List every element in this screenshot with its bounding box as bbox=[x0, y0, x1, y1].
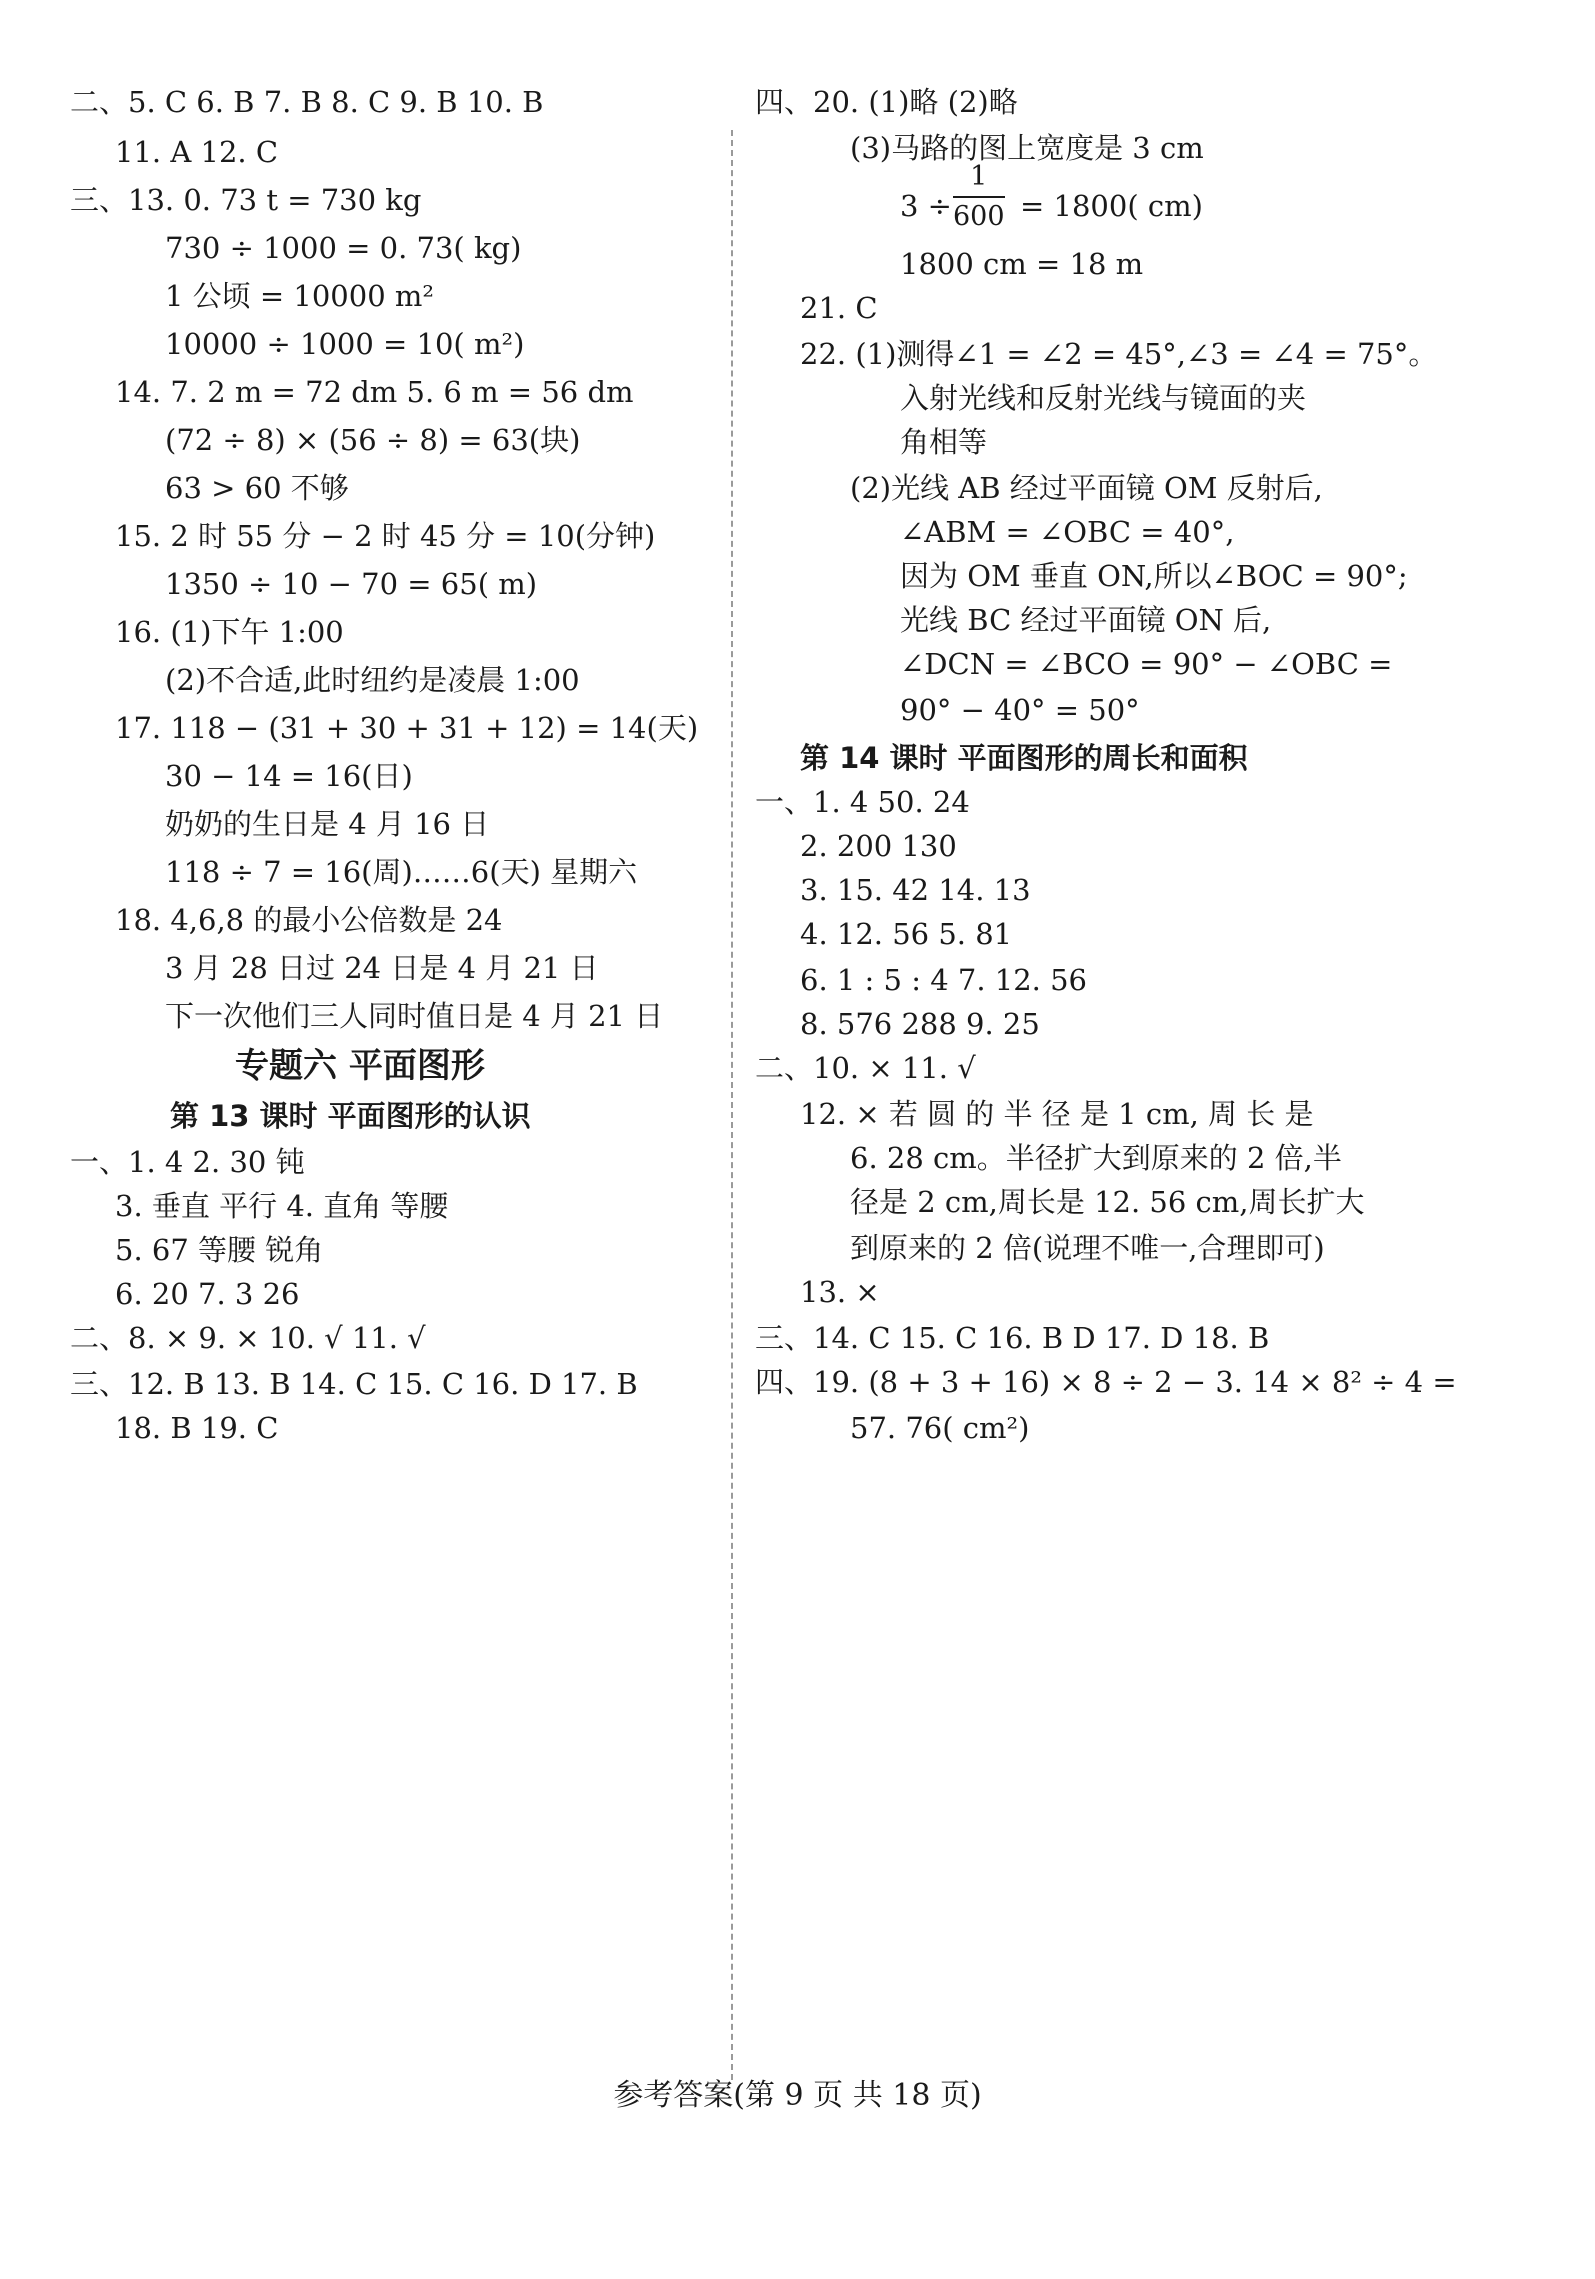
answer-line: 下一次他们三人同时值日是 4 月 21 日 bbox=[165, 999, 664, 1033]
answer-line: 三、14. C 15. C 16. B D 17. D 18. B bbox=[755, 1321, 1270, 1355]
answer-line: 因为 OM 垂直 ON,所以∠BOC = 90°; bbox=[900, 559, 1408, 593]
fraction-denominator: 600 bbox=[953, 201, 1005, 232]
answer-line: 一、1. 4 50. 24 bbox=[755, 785, 970, 819]
answer-line: 18. B 19. C bbox=[115, 1411, 279, 1445]
answer-line: 2. 200 130 bbox=[800, 829, 957, 863]
answer-line: (2)不合适,此时纽约是凌晨 1:00 bbox=[165, 663, 580, 697]
answer-line: 11. A 12. C bbox=[115, 135, 279, 169]
answer-line: 二、5. C 6. B 7. B 8. C 9. B 10. B bbox=[70, 85, 544, 119]
answer-line: 3. 15. 42 14. 13 bbox=[800, 873, 1031, 907]
answer-line: (3)马路的图上宽度是 3 cm bbox=[850, 131, 1204, 165]
fraction bbox=[953, 160, 1005, 234]
answer-line: (72 ÷ 8) × (56 ÷ 8) = 63(块) bbox=[165, 423, 581, 457]
answer-line: 三、13. 0. 73 t = 730 kg bbox=[70, 183, 422, 217]
fraction-numerator: 1 bbox=[970, 161, 988, 192]
column-divider bbox=[731, 130, 733, 2080]
answer-line: 3. 垂直 平行 4. 直角 等腰 bbox=[115, 1189, 449, 1223]
answer-line: 角相等 bbox=[900, 425, 988, 459]
answer-line: 四、19. (8 + 3 + 16) × 8 ÷ 2 − 3. 14 × 8² ÷ 4 = bbox=[755, 1365, 1457, 1399]
answer-line: 118 ÷ 7 = 16(周)……6(天) 星期六 bbox=[165, 855, 638, 889]
answer-line: 4. 12. 56 5. 81 bbox=[800, 917, 1013, 951]
answer-line: 30 − 14 = 16(日) bbox=[165, 759, 413, 793]
answer-line: (2)光线 AB 经过平面镜 OM 反射后, bbox=[850, 471, 1323, 505]
answer-line: 二、10. × 11. √ bbox=[755, 1051, 976, 1085]
answer-line: ∠ABM = ∠OBC = 40°, bbox=[900, 515, 1235, 549]
answer-line: 6. 20 7. 3 26 bbox=[115, 1277, 300, 1311]
answer-line: 13. × bbox=[800, 1275, 880, 1309]
answer-line: 到原来的 2 倍(说理不唯一,合理即可) bbox=[850, 1231, 1325, 1265]
answer-line: 12. × 若 圆 的 半 径 是 1 cm, 周 长 是 bbox=[800, 1097, 1314, 1131]
answer-line: 二、8. × 9. × 10. √ 11. √ bbox=[70, 1321, 426, 1355]
answer-line: 730 ÷ 1000 = 0. 73( kg) bbox=[165, 231, 522, 265]
answer-line: 14. 7. 2 m = 72 dm 5. 6 m = 56 dm bbox=[115, 375, 634, 409]
answer-line: 四、20. (1)略 (2)略 bbox=[755, 85, 1018, 119]
answer-line: 90° − 40° = 50° bbox=[900, 693, 1140, 727]
page-footer: 参考答案(第 9 页 共 18 页) bbox=[613, 2078, 982, 2113]
answer-line: 1800 cm = 18 m bbox=[900, 247, 1144, 281]
answer-line: 8. 576 288 9. 25 bbox=[800, 1007, 1040, 1041]
answer-line: ∠DCN = ∠BCO = 90° − ∠OBC = bbox=[900, 647, 1393, 681]
answer-line: 6. 1 : 5 : 4 7. 12. 56 bbox=[800, 963, 1087, 997]
answer-line: 22. (1)测得∠1 = ∠2 = 45°,∠3 = ∠4 = 75°。 bbox=[800, 337, 1438, 371]
answer-line: 三、12. B 13. B 14. C 15. C 16. D 17. B bbox=[70, 1367, 638, 1401]
answer-line: 径是 2 cm,周长是 12. 56 cm,周长扩大 bbox=[850, 1185, 1365, 1219]
lesson-heading: 第 13 课时 平面图形的认识 bbox=[170, 1099, 531, 1133]
answer-line: 5. 67 等腰 锐角 bbox=[115, 1233, 324, 1267]
answer-line: 57. 76( cm²) bbox=[850, 1411, 1030, 1445]
answer-line: 一、1. 4 2. 30 钝 bbox=[70, 1145, 305, 1179]
answer-line: 1 公顷 = 10000 m² bbox=[165, 279, 435, 313]
answer-line: 17. 118 − (31 + 30 + 31 + 12) = 14(天) bbox=[115, 711, 699, 745]
lesson-heading: 第 14 课时 平面图形的周长和面积 bbox=[800, 741, 1248, 775]
answer-line: 3 月 28 日过 24 日是 4 月 21 日 bbox=[165, 951, 599, 985]
answer-line: 3 ÷ bbox=[900, 189, 952, 223]
answer-line: 入射光线和反射光线与镜面的夹 bbox=[900, 381, 1307, 415]
answer-line: 18. 4,6,8 的最小公倍数是 24 bbox=[115, 903, 503, 937]
answer-line: 21. C bbox=[800, 291, 878, 325]
fraction-bar bbox=[953, 196, 1005, 198]
answer-line: 16. (1)下午 1:00 bbox=[115, 615, 344, 649]
answer-line: 光线 BC 经过平面镜 ON 后, bbox=[900, 603, 1272, 637]
answer-line: = 1800( cm) bbox=[1020, 189, 1203, 223]
answer-line: 15. 2 时 55 分 − 2 时 45 分 = 10(分钟) bbox=[115, 519, 656, 553]
answer-line: 63 > 60 不够 bbox=[165, 471, 349, 505]
answer-line: 10000 ÷ 1000 = 10( m²) bbox=[165, 327, 525, 361]
answer-line: 奶奶的生日是 4 月 16 日 bbox=[165, 807, 490, 841]
topic-heading: 专题六 平面图形 bbox=[235, 1046, 485, 1086]
answer-line: 1350 ÷ 10 − 70 = 65( m) bbox=[165, 567, 538, 601]
answer-line: 6. 28 cm。半径扩大到原来的 2 倍,半 bbox=[850, 1141, 1342, 1175]
